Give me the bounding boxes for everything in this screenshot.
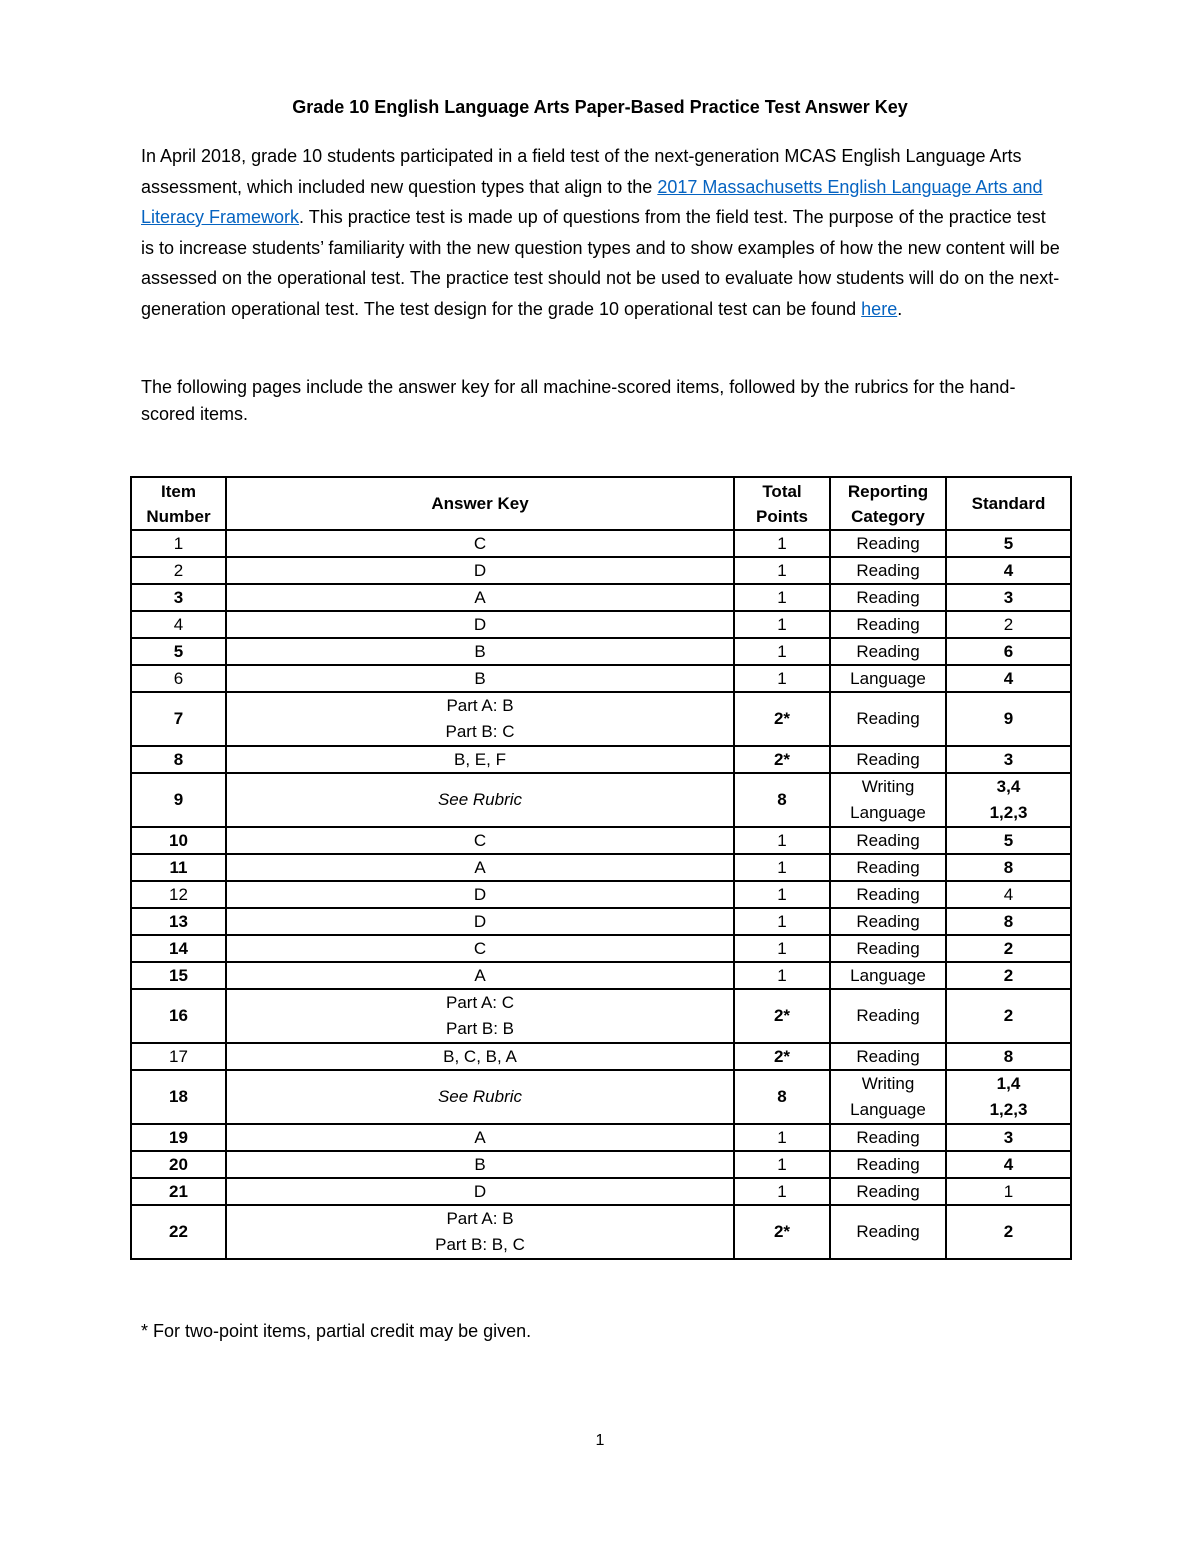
reporting-category-cell: Reading [830, 530, 946, 557]
table-row [131, 1043, 1071, 1070]
table-row [131, 557, 1071, 584]
reporting-category-cell: Reading [830, 638, 946, 665]
table-row [131, 584, 1071, 611]
answer-key-cell: B [226, 665, 734, 692]
reporting-category-cell: Reading [830, 908, 946, 935]
table-row [131, 854, 1071, 881]
standard-cell: 6 [946, 638, 1071, 665]
total-points-cell: 1 [734, 827, 830, 854]
answer-key-cell: A [226, 1124, 734, 1151]
intro-text-1: In April 2018, grade 10 students participated in a field test of the next-generation MCAS English Language Arts assessment, which included new question types that align to the [141, 146, 1022, 197]
item-number-cell: 16 [131, 989, 226, 1043]
total-points-cell: 8 [734, 773, 830, 827]
item-number-cell: 8 [131, 746, 226, 773]
total-points-cell: 1 [734, 881, 830, 908]
table-row [131, 827, 1071, 854]
standard-cell: 9 [946, 692, 1071, 746]
intro-text-3: . [897, 298, 903, 319]
item-number-cell: 11 [131, 854, 226, 881]
answer-key-cell: B, E, F [226, 746, 734, 773]
reporting-category-cell: Reading [830, 1043, 946, 1070]
reporting-category-cell: Reading [830, 1178, 946, 1205]
table-row [131, 1124, 1071, 1151]
answer-key-cell: Part A: B Part B: B, C [226, 1205, 734, 1259]
item-number-cell: 18 [131, 1070, 226, 1124]
answer-key-cell: C [226, 935, 734, 962]
item-number-cell: 4 [131, 611, 226, 638]
item-number-cell: 10 [131, 827, 226, 854]
item-number-cell: 2 [131, 557, 226, 584]
header-answer-key: Answer Key [226, 477, 734, 530]
answer-key-cell: See Rubric [226, 1070, 734, 1124]
answer-key-cell: A [226, 854, 734, 881]
table-row [131, 638, 1071, 665]
standard-cell: 1,4 1,2,3 [946, 1070, 1071, 1124]
header-standard: Standard [946, 477, 1071, 530]
total-points-cell: 1 [734, 638, 830, 665]
table-row [131, 1151, 1071, 1178]
total-points-cell: 2* [734, 746, 830, 773]
total-points-cell: 2* [734, 692, 830, 746]
item-number-cell: 21 [131, 1178, 226, 1205]
reporting-category-cell: Reading [830, 989, 946, 1043]
reporting-category-cell: Writing Language [830, 773, 946, 827]
reporting-category-cell: Reading [830, 881, 946, 908]
reporting-category-cell: Reading [830, 854, 946, 881]
total-points-cell: 2* [734, 1043, 830, 1070]
table-row [131, 1178, 1071, 1205]
answer-key-cell: D [226, 881, 734, 908]
total-points-cell: 1 [734, 665, 830, 692]
standard-cell: 5 [946, 530, 1071, 557]
total-points-cell: 2* [734, 989, 830, 1043]
total-points-cell: 1 [734, 611, 830, 638]
table-row [131, 962, 1071, 989]
reporting-category-cell: Reading [830, 692, 946, 746]
standard-cell: 8 [946, 908, 1071, 935]
table-row [131, 1205, 1071, 1259]
reporting-category-cell: Writing Language [830, 1070, 946, 1124]
table-row [131, 1070, 1071, 1124]
total-points-cell: 1 [734, 1151, 830, 1178]
total-points-cell: 1 [734, 1124, 830, 1151]
reporting-category-cell: Reading [830, 557, 946, 584]
standard-cell: 2 [946, 611, 1071, 638]
table-row [131, 989, 1071, 1043]
table-row [131, 908, 1071, 935]
intro-text-2: . This practice test is made up of questions from the field test. The purpose of the practice test is to increase students’ familiarity with the new question types and to show examples of how the new content will be assessed on the operational test. The practice test should not be used to evaluate how students will do on the next-generation operational test. The test design for the grade 10 operational test can be found [141, 207, 1060, 319]
answer-key-cell: See Rubric [226, 773, 734, 827]
reporting-category-cell: Language [830, 665, 946, 692]
reporting-category-cell: Reading [830, 1205, 946, 1259]
standard-cell: 2 [946, 962, 1071, 989]
total-points-cell: 1 [734, 530, 830, 557]
item-number-cell: 12 [131, 881, 226, 908]
table-row [131, 692, 1071, 746]
standard-cell: 8 [946, 854, 1071, 881]
reporting-category-cell: Reading [830, 1151, 946, 1178]
standard-cell: 4 [946, 881, 1071, 908]
header-reporting-category: Reporting Category [830, 477, 946, 530]
standard-cell: 4 [946, 665, 1071, 692]
answer-key-cell: D [226, 908, 734, 935]
header-total-points: Total Points [734, 477, 830, 530]
total-points-cell: 2* [734, 1205, 830, 1259]
item-number-cell: 17 [131, 1043, 226, 1070]
standard-cell: 1 [946, 1178, 1071, 1205]
table-body [131, 530, 1071, 1259]
page-title: Grade 10 English Language Arts Paper-Based Practice Test Answer Key [292, 97, 908, 117]
table-header-row [131, 477, 1071, 530]
table-row [131, 773, 1071, 827]
standard-cell: 5 [946, 827, 1071, 854]
table-row [131, 746, 1071, 773]
standard-cell: 2 [946, 989, 1071, 1043]
page-number: 1 [595, 1432, 605, 1449]
standard-cell: 4 [946, 557, 1071, 584]
standard-cell: 3,4 1,2,3 [946, 773, 1071, 827]
reporting-category-cell: Reading [830, 584, 946, 611]
answer-key-cell: B, C, B, A [226, 1043, 734, 1070]
standard-cell: 2 [946, 935, 1071, 962]
reporting-category-cell: Language [830, 962, 946, 989]
item-number-cell: 19 [131, 1124, 226, 1151]
answer-key-cell: D [226, 1178, 734, 1205]
total-points-cell: 1 [734, 962, 830, 989]
item-number-cell: 14 [131, 935, 226, 962]
table-row [131, 611, 1071, 638]
item-number-cell: 22 [131, 1205, 226, 1259]
item-number-cell: 15 [131, 962, 226, 989]
item-number-cell: 9 [131, 773, 226, 827]
item-number-cell: 5 [131, 638, 226, 665]
answer-key-cell: C [226, 827, 734, 854]
answer-key-cell: Part A: B Part B: C [226, 692, 734, 746]
reporting-category-cell: Reading [830, 611, 946, 638]
standard-cell: 4 [946, 1151, 1071, 1178]
answer-key-table [130, 476, 1072, 1260]
item-number-cell: 20 [131, 1151, 226, 1178]
total-points-cell: 1 [734, 584, 830, 611]
total-points-cell: 1 [734, 854, 830, 881]
total-points-cell: 8 [734, 1070, 830, 1124]
answer-key-cell: C [226, 530, 734, 557]
table-row [131, 530, 1071, 557]
table-row [131, 935, 1071, 962]
reporting-category-cell: Reading [830, 1124, 946, 1151]
framework-link[interactable]: 2017 Massachusetts English Language Arts and Literacy Framework [141, 176, 1043, 227]
table-row [131, 881, 1071, 908]
item-number-cell: 7 [131, 692, 226, 746]
test-design-link[interactable]: here [861, 298, 898, 319]
standard-cell: 3 [946, 746, 1071, 773]
answer-key-cell: A [226, 584, 734, 611]
answer-key-cell: A [226, 962, 734, 989]
header-item-number: Item Number [131, 477, 226, 530]
answer-key-cell: B [226, 1151, 734, 1178]
answer-key-cell: B [226, 638, 734, 665]
total-points-cell: 1 [734, 935, 830, 962]
item-number-cell: 6 [131, 665, 226, 692]
following-paragraph: The following pages include the answer key for all machine-scored items, followed by the rubrics for the hand-scored items. [141, 377, 1016, 424]
item-number-cell: 13 [131, 908, 226, 935]
reporting-category-cell: Reading [830, 827, 946, 854]
reporting-category-cell: Reading [830, 746, 946, 773]
answer-key-cell: D [226, 557, 734, 584]
answer-key-cell: D [226, 611, 734, 638]
total-points-cell: 1 [734, 557, 830, 584]
standard-cell: 8 [946, 1043, 1071, 1070]
standard-cell: 2 [946, 1205, 1071, 1259]
item-number-cell: 3 [131, 584, 226, 611]
standard-cell: 3 [946, 584, 1071, 611]
total-points-cell: 1 [734, 908, 830, 935]
answer-key-cell: Part A: C Part B: B [226, 989, 734, 1043]
item-number-cell: 1 [131, 530, 226, 557]
footnote: * For two-point items, partial credit may be given. [141, 1321, 532, 1341]
intro-paragraph [141, 141, 1061, 324]
table-row [131, 665, 1071, 692]
total-points-cell: 1 [734, 1178, 830, 1205]
standard-cell: 3 [946, 1124, 1071, 1151]
reporting-category-cell: Reading [830, 935, 946, 962]
